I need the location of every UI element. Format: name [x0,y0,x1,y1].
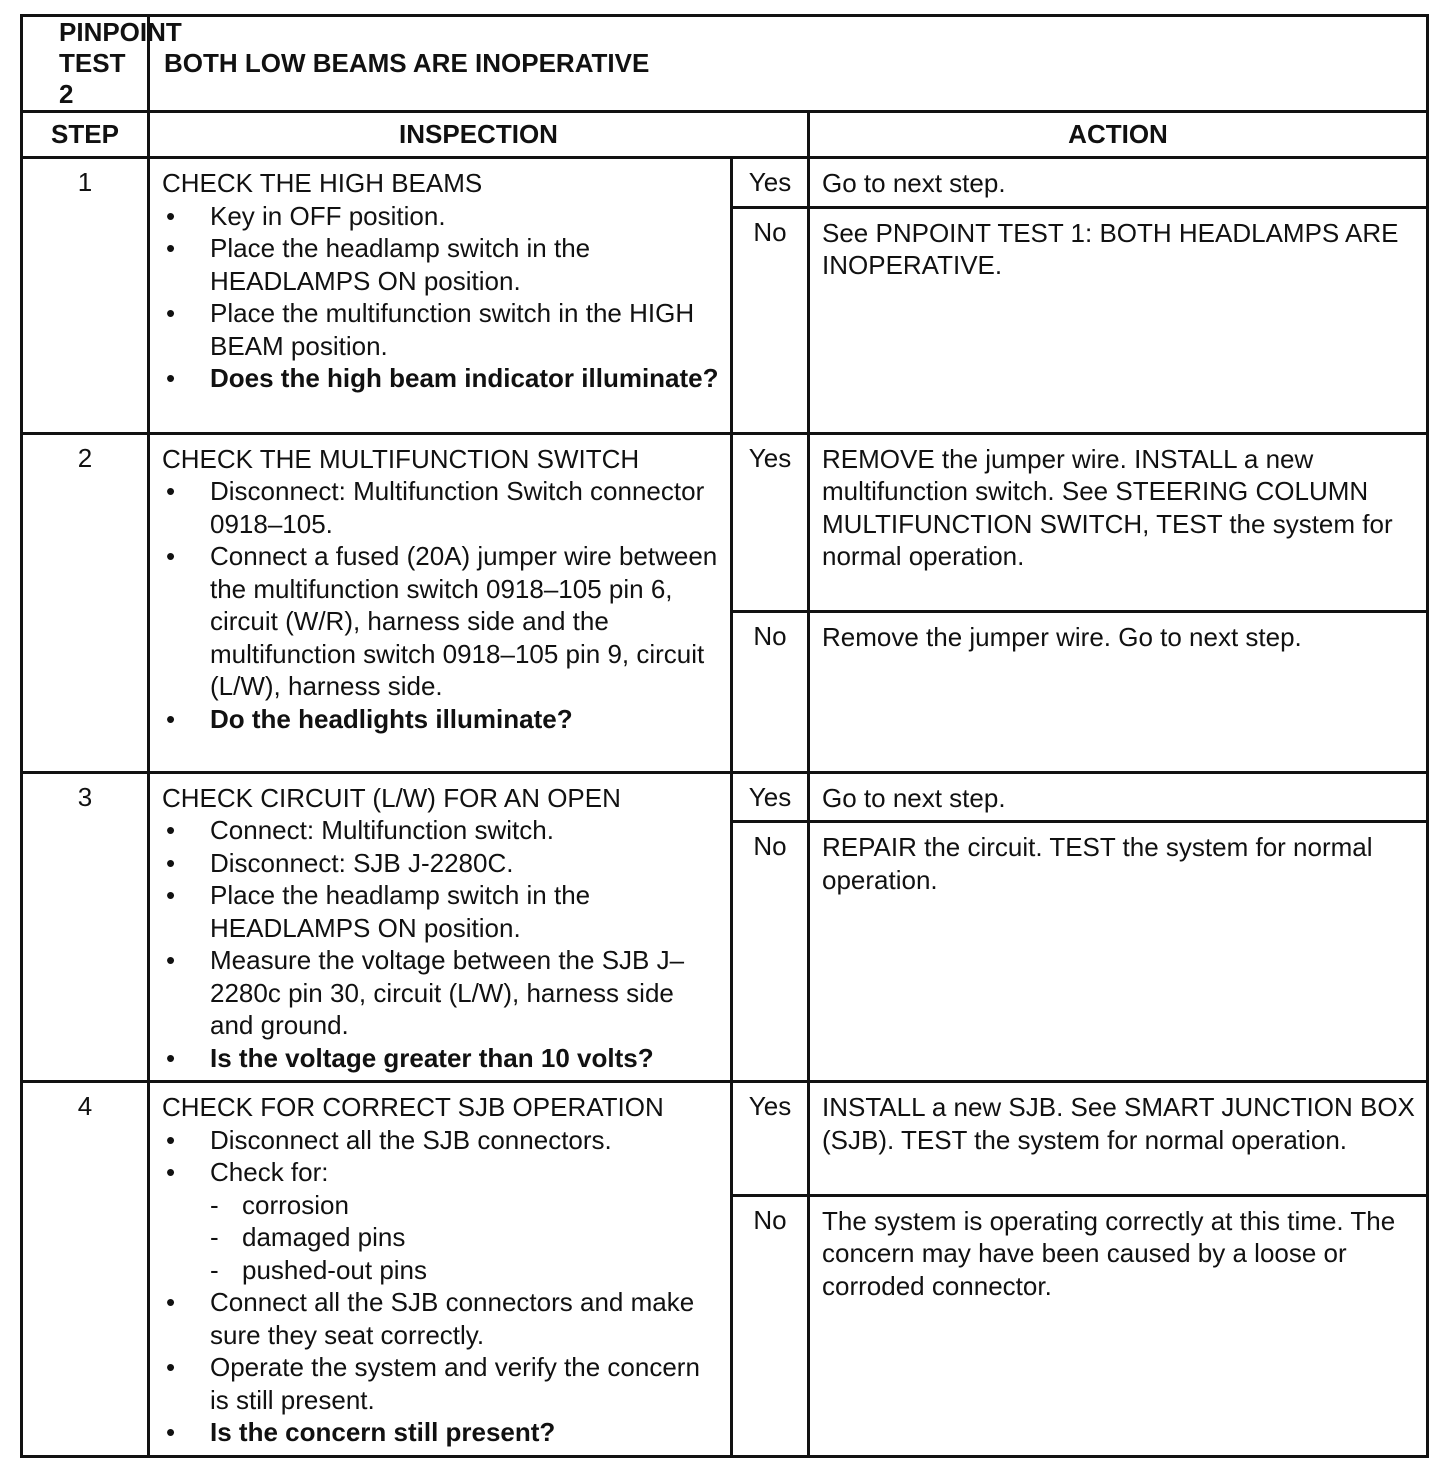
inspection-cell [149,158,732,434]
inspection-cell [149,433,732,772]
no-label: No [732,1195,809,1456]
inspection-cell [149,1082,732,1457]
column-header-row [22,112,1428,158]
bullet-item [162,200,720,233]
bullet-icon: • [166,541,176,571]
column-header-action: ACTION [809,112,1428,158]
no-label: No [732,611,809,772]
dash-icon: - [210,1189,219,1220]
no-action: See PNPOINT TEST 1: BOTH HEADLAMPS ARE INOPERATIVE. [809,207,1428,433]
test-id: PINPOINT TEST 2 [22,16,149,112]
bullet-text: Is the voltage greater than 10 volts? [210,1042,654,1073]
bullet-icon: • [166,200,176,231]
sub-item-text: damaged pins [242,1222,406,1252]
bullet-text: Disconnect: SJB J-2280C. [210,847,514,878]
bullet-item [162,1124,720,1157]
step-number: 4 [22,1082,149,1457]
step-row [22,433,1428,611]
bullet-text: Operate the system and verify the concern is still present. [210,1352,700,1415]
bullet-icon: • [166,1352,176,1382]
dash-icon: - [210,1222,219,1252]
bullet-question [162,1042,720,1075]
bullet-text: Disconnect all the SJB connectors. [210,1124,612,1155]
bullet-text: Place the multifunction switch in the HIGH BEAM position. [210,298,695,361]
column-header-inspection: INSPECTION [149,112,809,158]
bullet-item [162,540,720,703]
sub-item [162,1221,720,1254]
dash-icon: - [210,1254,219,1285]
sub-item-text: pushed-out pins [242,1254,428,1285]
step-number: 1 [22,158,149,434]
yes-action: REMOVE the jumper wire. INSTALL a new multifunction switch. See STEERING COLUMN MULTIFUNCTION SWITCH, TEST the system for normal operation. [809,433,1428,611]
bullet-item [162,1351,720,1416]
bullet-icon: • [166,703,176,734]
bullet-item [162,879,720,944]
bullet-question [162,703,720,736]
yes-label: Yes [732,158,809,208]
pinpoint-test-table [20,14,1429,1458]
bullet-text: Measure the voltage between the SJB J–2280c pin 30, circuit (L/W), harness side and ground. [210,945,685,1040]
no-label: No [732,822,809,1082]
yes-action: Go to next step. [809,772,1428,822]
bullet-icon: • [166,1042,176,1073]
sub-item-text: corrosion [242,1189,349,1220]
bullet-icon: • [166,880,176,910]
column-header-step: STEP [22,112,149,158]
bullet-icon: • [166,233,176,263]
bullet-text: Connect all the SJB connectors and make sure they seat correctly. [210,1287,695,1350]
no-action: REPAIR the circuit. TEST the system for normal operation. [809,822,1428,1082]
bullet-icon: • [166,847,176,878]
bullet-item [162,944,720,1042]
bullet-text: Place the headlamp switch in the HEADLAMPS ON position. [210,880,591,943]
yes-action: INSTALL a new SJB. See SMART JUNCTION BOX (SJB). TEST the system for normal operation. [809,1082,1428,1196]
yes-label: Yes [732,772,809,822]
bullet-question [162,1416,720,1449]
bullet-item [162,1156,720,1189]
step-heading: CHECK FOR CORRECT SJB OPERATION [162,1092,664,1122]
test-title: BOTH LOW BEAMS ARE INOPERATIVE [149,16,1428,112]
bullet-item [162,232,720,297]
step-heading: CHECK THE MULTIFUNCTION SWITCH [162,443,640,474]
step-heading: CHECK THE HIGH BEAMS [162,168,483,198]
sub-item [162,1254,720,1287]
bullet-text: Is the concern still present? [210,1417,556,1447]
bullet-item [162,297,720,362]
bullet-icon: • [166,298,176,328]
yes-action: Go to next step. [809,158,1428,208]
bullet-icon: • [166,1417,176,1447]
bullet-item [162,847,720,880]
sub-item [162,1189,720,1222]
title-row [22,16,1428,112]
bullet-text: Key in OFF position. [210,200,446,231]
bullet-text: Do the headlights illuminate? [210,703,573,734]
yes-label: Yes [732,433,809,611]
inspection-cell [149,772,732,1082]
bullet-item [162,1286,720,1351]
bullet-text: Connect: Multifunction switch. [210,815,554,845]
step-row [22,772,1428,822]
bullet-icon: • [166,945,176,975]
bullet-text: Disconnect: Multifunction Switch connector 0918–105. [210,476,705,539]
bullet-text: Does the high beam indicator illuminate? [210,363,719,393]
bullet-question [162,362,720,395]
step-row [22,158,1428,208]
bullet-text: Connect a fused (20A) jumper wire between the multifunction switch 0918–105 pin 6, circuit (W/R), harness side and the multifunction switch 0918–105 pin 9, circuit (L/W), harness side. [210,541,718,701]
no-label: No [732,207,809,433]
bullet-text: Place the headlamp switch in the HEADLAMPS ON position. [210,233,591,296]
bullet-icon: • [166,1157,176,1187]
step-row [22,1082,1428,1196]
bullet-icon: • [166,476,176,506]
no-action: The system is operating correctly at this time. The concern may have been caused by a loose or corroded connector. [809,1195,1428,1456]
step-number: 2 [22,433,149,772]
bullet-item [162,814,720,847]
bullet-text: Check for: [210,1157,329,1187]
no-action: Remove the jumper wire. Go to next step. [809,611,1428,772]
step-heading: CHECK CIRCUIT (L/W) FOR AN OPEN [162,782,621,813]
bullet-icon: • [166,815,176,845]
pinpoint-test-sheet [20,14,1426,1458]
bullet-item [162,475,720,540]
step-number: 3 [22,772,149,1082]
yes-label: Yes [732,1082,809,1196]
bullet-icon: • [166,1287,176,1317]
bullet-icon: • [166,1124,176,1155]
bullet-icon: • [166,363,176,393]
